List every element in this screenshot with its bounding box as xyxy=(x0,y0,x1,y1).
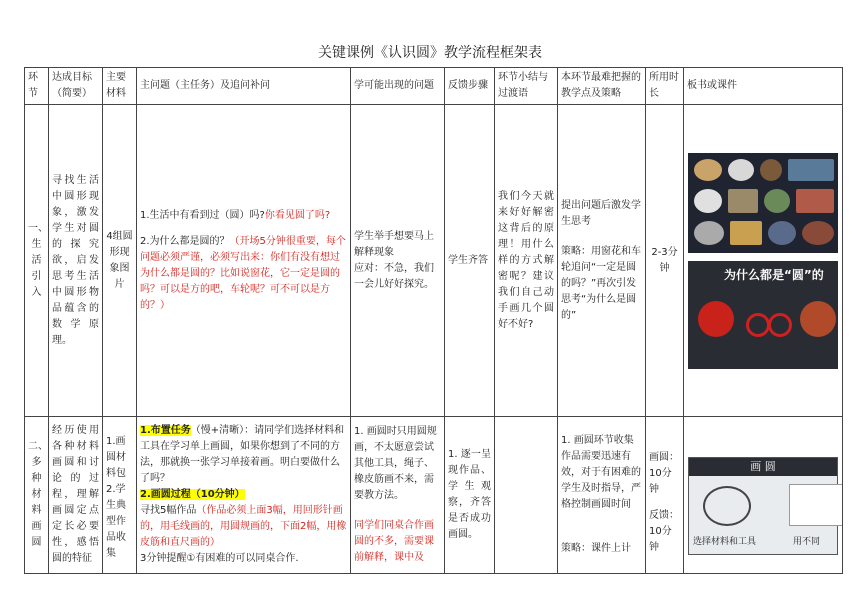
header-time: 所用时长 xyxy=(646,68,684,105)
slides-cell xyxy=(684,105,843,417)
time-cell: 2-3分钟 xyxy=(646,105,684,417)
header-feedback: 反馈步骤 xyxy=(445,68,495,105)
bicycle-icon xyxy=(746,303,790,335)
question-1: 1.生活中有看到过（圆）吗? xyxy=(140,209,265,221)
goal-cell: 经历使用各种材料画圆和讨论的过程，理解画圆定点定长必要性，感悟圆的特征 xyxy=(49,417,103,574)
time-drawing: 画圆：10分钟 xyxy=(649,452,679,495)
compass-icon xyxy=(703,486,751,526)
task-2-reminder: 3分钟提醒①有困难的可以同桌合作. xyxy=(140,553,299,564)
material-cell: 4组圆形现象图片 xyxy=(103,105,137,417)
question-2: 2.为什么都是圆的？ xyxy=(140,235,230,247)
material-2: 2.学生典型作品收集 xyxy=(106,484,126,559)
issue-text: 1. 画圆时只用圆规画，不太愿意尝试其他工具，绳子、橡皮筋画不来，需要教方法。 xyxy=(354,426,437,501)
question-cell xyxy=(137,105,351,417)
why-circle-slide xyxy=(688,261,838,369)
header-material: 主要材料 xyxy=(103,68,137,105)
header-question: 主问题（主任务）及追问补问 xyxy=(137,68,351,105)
table-row xyxy=(25,105,843,417)
task-1-text: （慢+清晰）：请同学们选择材料和工具在学习单上画圆，如果你想到了不同的方法，那就换一张学习单接着画。明白要做什么了吗？ xyxy=(140,425,345,484)
worksheet-icon xyxy=(789,484,843,526)
issue-note: 同学们同桌合作画圆的不多，需要课前解释，课中及 xyxy=(354,520,434,563)
document-title: 关键课例《认识圆》教学流程框架表 xyxy=(318,45,542,61)
question-cell xyxy=(137,417,351,574)
issues-cell xyxy=(351,417,445,574)
task-1-label: 1.布置任务 xyxy=(140,425,191,436)
circle-photos-slide xyxy=(688,153,838,253)
lesson-flow-table xyxy=(24,67,843,574)
header-summary: 环节小结与过渡语 xyxy=(495,68,558,105)
paper-cut-icon xyxy=(698,301,734,337)
header-issues: 学可能出现的问题 xyxy=(351,68,445,105)
header-slides: 板书或课件 xyxy=(684,68,843,105)
issue-response: 应对：不急，我们一会儿好好探究。 xyxy=(354,262,434,290)
slides-cell xyxy=(684,417,843,574)
header-row xyxy=(25,68,843,105)
issue-text: 学生举手想要马上解释现象 xyxy=(354,230,434,258)
slide-heading: 为什么都是“圆”的 xyxy=(724,267,824,282)
round-window-icon xyxy=(800,301,836,337)
slide-caption-2: 用不同 xyxy=(793,537,821,547)
question-1-note: 你看见圆了吗? xyxy=(264,209,331,221)
difficulty-point: 1. 画圆环节收集作品需要迅速有效，对于有困难的学生及时指导，严格控制画圆时间 xyxy=(561,435,641,510)
difficulty-cell xyxy=(558,105,646,417)
material-cell xyxy=(103,417,137,574)
material-1: 1.画圆材料包 xyxy=(106,436,126,479)
question-2-note: （开场5分钟很重要，每个问题必须严谨，必须写出来：你们有没有想过为什么都是圆的？比如说窗花，它一定是圆的吗？可以是方的吧，车轮呢？可不可以是方的？） xyxy=(140,235,346,311)
draw-circle-slide xyxy=(688,457,838,555)
slide-caption: 选择材料和工具 xyxy=(693,537,757,547)
header-goal: 达成目标（简要） xyxy=(49,68,103,105)
goal-cell: 寻找生活中圆形现象，激发学生对圆的探究欲，启发思考生活中圆形物品蕴含的数学原理。 xyxy=(49,105,103,417)
task-2-label: 2.画圆过程（10分钟） xyxy=(140,489,245,500)
task-2-note: （作品必须上面3幅，用回形针画的，用毛线画的，用圆规画的，下面2幅，用橡皮筋和直尺画的） xyxy=(140,505,347,548)
difficulty-point: 提出问题后激发学生思考 xyxy=(561,199,641,227)
stage-cell: 一、生活引入 xyxy=(25,105,49,417)
slide-title: 画 圆 xyxy=(689,458,837,476)
summary-cell xyxy=(495,417,558,574)
table-row xyxy=(25,417,843,574)
summary-cell: 我们今天就来好好解密这背后的原理！用什么样的方式解密呢？建议我们自己动手画几个圆好不好? xyxy=(495,105,558,417)
feedback-cell: 1. 逐一呈现作品、学生观察，齐答是否成功画圆。 xyxy=(445,417,495,574)
stage-cell: 二、多种材料画圆 xyxy=(25,417,49,574)
time-cell xyxy=(646,417,684,574)
header-difficulty: 本环节最难把握的教学点及策略 xyxy=(558,68,646,105)
feedback-cell: 学生齐答 xyxy=(445,105,495,417)
difficulty-cell xyxy=(558,417,646,574)
time-feedback: 反馈：10分钟 xyxy=(649,510,679,553)
difficulty-strategy: 策略：课件上计 xyxy=(561,543,631,554)
task-2-text: 寻找5幅作品 xyxy=(140,505,197,516)
difficulty-strategy: 策略：用窗花和车轮追问“一定是圆的吗？”再次引发思考“为什么是圆的” xyxy=(561,245,641,321)
header-stage: 环节 xyxy=(25,68,49,105)
issues-cell xyxy=(351,105,445,417)
